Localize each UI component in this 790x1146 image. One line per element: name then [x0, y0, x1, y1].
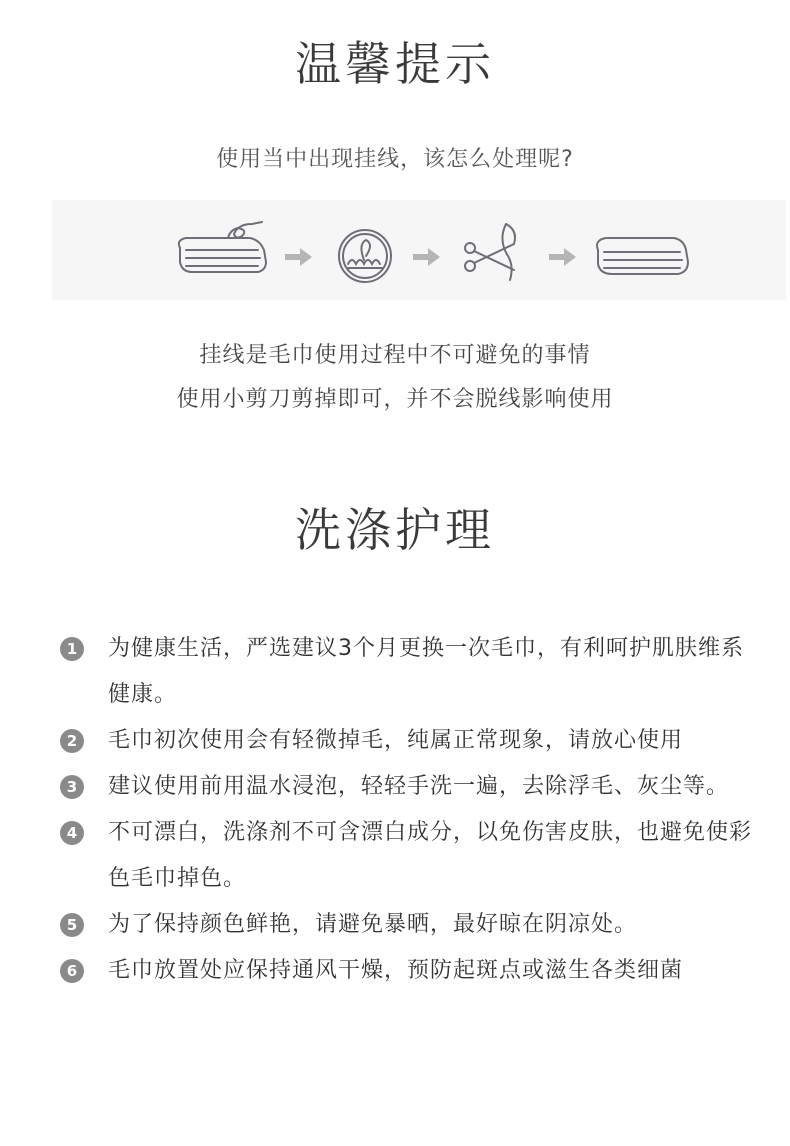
- loop-magnifier-icon: [339, 230, 391, 282]
- care-item-text: 毛巾初次使用会有轻微掉毛，纯属正常现象，请放心使用: [108, 728, 684, 753]
- folded-towel-icon: [597, 238, 688, 274]
- care-list: [60, 626, 760, 994]
- care-title: 洗涤护理: [295, 503, 495, 557]
- towel-with-loose-thread-icon: [179, 222, 266, 272]
- care-item-text: 为健康生活，严选建议3个月更换一次毛巾，有利呵护肌肤维系健康。: [108, 636, 744, 707]
- care-item-text: 为了保持颜色鲜艳，请避免暴晒，最好晾在阴凉处。: [108, 912, 638, 937]
- arrow-right-icon: [549, 248, 576, 266]
- care-item-text: 建议使用前用温水浸泡，轻轻手洗一遍，去除浮毛、灰尘等。: [108, 774, 730, 799]
- process-strip: [52, 200, 786, 300]
- tips-note: 挂线是毛巾使用过程中不可避免的事情: [199, 343, 591, 368]
- number-badge-icon: 1: [60, 637, 84, 661]
- arrow-right-icon: [413, 248, 440, 266]
- care-item: [60, 626, 760, 718]
- care-item: [60, 718, 760, 764]
- number-badge-icon: 6: [60, 959, 84, 983]
- arrow-right-icon: [285, 248, 312, 266]
- number-badge-icon: 3: [60, 775, 84, 799]
- tips-note: 使用小剪刀剪掉即可，并不会脱线影响使用: [176, 387, 614, 412]
- care-item: [60, 902, 760, 948]
- care-item: [60, 948, 760, 994]
- care-item-text: 不可漂白，洗涤剂不可含漂白成分，以免伤害皮肤，也避免使彩色毛巾掉色。: [108, 820, 753, 891]
- number-badge-icon: 2: [60, 729, 84, 753]
- tips-question: 使用当中出现挂线，该怎么处理呢?: [216, 147, 574, 172]
- scissors-icon: [465, 224, 515, 280]
- number-badge-icon: 4: [60, 821, 84, 845]
- care-item: [60, 764, 760, 810]
- care-item: [60, 810, 760, 902]
- tips-title: 温馨提示: [295, 37, 495, 91]
- care-item-text: 毛巾放置处应保持通风干燥，预防起斑点或滋生各类细菌: [108, 958, 684, 983]
- number-badge-icon: 5: [60, 913, 84, 937]
